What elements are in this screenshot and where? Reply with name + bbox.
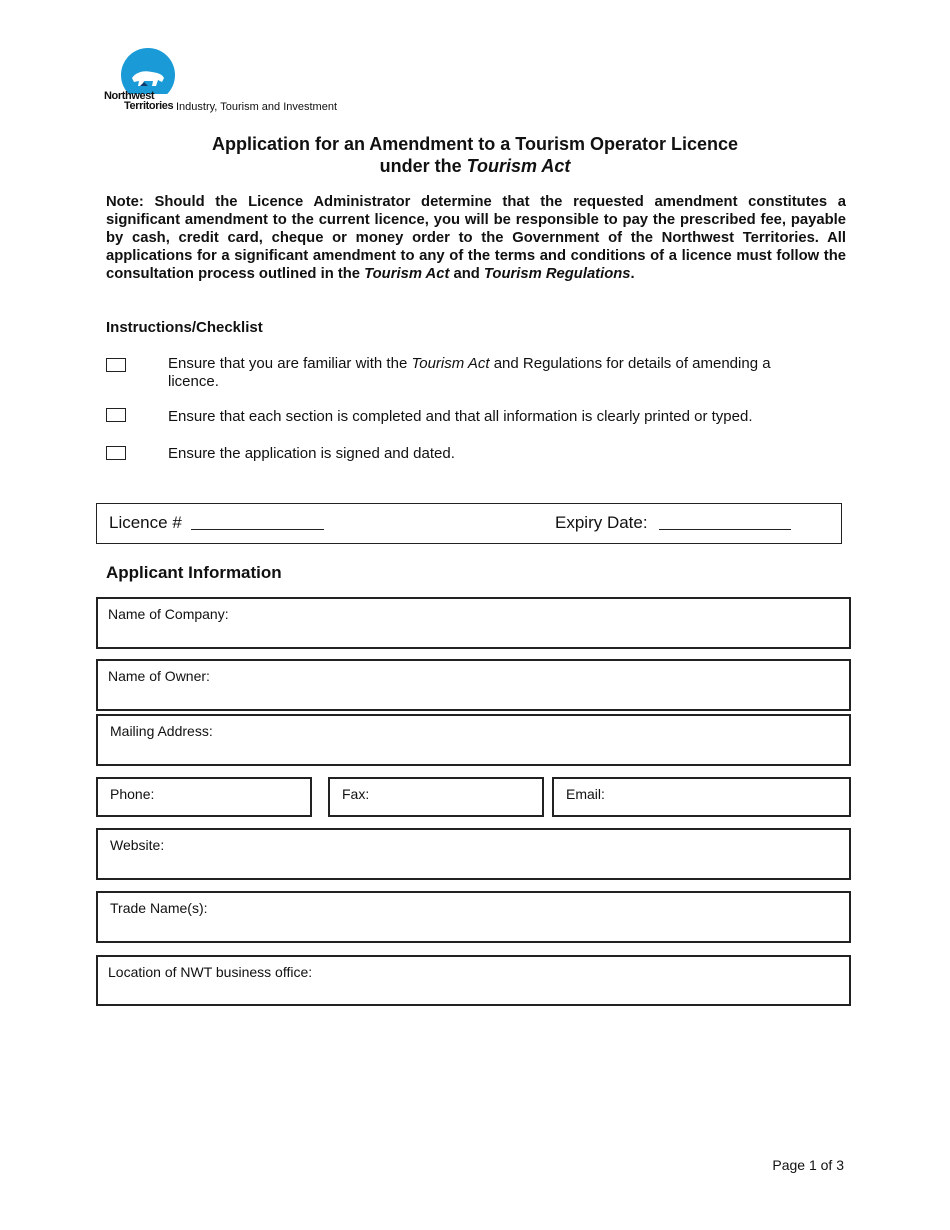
email-label: Email: (566, 786, 605, 802)
checklist-item-completed: Ensure that each section is completed and that all information is clearly printed or typed. (168, 408, 753, 425)
logo-text-territories: Territories (124, 100, 174, 112)
note-text-1: Note: Should the Licence Administrator determine that the requested amendment constitutes a significant amendment to the current licence, you will be responsible to pay the prescribed fee, payable by cash, credit card, cheque or money order to the Government of the Northwest Territories. All applications for a significant amendment to any of the terms and conditions of a licence must follow the consultation process outlined in the (106, 194, 846, 282)
phone-label: Phone: (110, 786, 155, 802)
trade-names-label: Trade Name(s): (110, 900, 208, 916)
fax-label: Fax: (342, 786, 370, 802)
department-name: Industry, Tourism and Investment (176, 101, 337, 113)
owner-name-label: Name of Owner: (108, 668, 210, 684)
item1-act: Tourism Act (411, 355, 490, 372)
company-name-label: Name of Company: (108, 606, 229, 622)
checklist-item-familiar (168, 355, 808, 391)
mailing-address-label: Mailing Address: (110, 723, 213, 739)
subtitle-act: Tourism Act (466, 156, 571, 176)
company-name-field[interactable] (96, 597, 851, 649)
note-text-2: and (449, 266, 484, 282)
email-field[interactable] (552, 777, 851, 817)
business-office-location-field[interactable] (96, 955, 851, 1006)
expiry-date-label: Expiry Date: (555, 513, 648, 532)
nwt-logo (104, 48, 344, 118)
form-title: Application for an Amendment to a Tourism Operator Licence (211, 134, 739, 154)
licence-box (96, 503, 842, 544)
checkbox-signed[interactable] (106, 446, 126, 460)
phone-field[interactable] (96, 777, 312, 817)
checklist-heading: Instructions/Checklist (106, 319, 263, 336)
logo-text-northwest: Northwest (104, 90, 155, 102)
note-end: . (630, 266, 635, 282)
applicant-heading: Applicant Information (106, 563, 282, 582)
business-office-location-label: Location of NWT business office: (108, 964, 313, 980)
expiry-date-input[interactable] (659, 529, 791, 530)
checklist-item-signed: Ensure the application is signed and dated. (168, 445, 455, 462)
checkbox-completed[interactable] (106, 408, 126, 422)
page-number: Page 1 of 3 (772, 1157, 844, 1173)
trade-names-field[interactable] (96, 891, 851, 943)
polar-bear-logo-icon (118, 48, 176, 94)
item1-suffix: and Regulations for details of amending a licence. (168, 355, 771, 390)
fee-note (106, 193, 846, 283)
licence-number-label: Licence # (109, 513, 182, 532)
fax-field[interactable] (328, 777, 544, 817)
note-act: Tourism Act (364, 266, 450, 282)
licence-number-input[interactable] (191, 529, 324, 530)
website-field[interactable] (96, 828, 851, 880)
form-subtitle (0, 156, 950, 177)
note-regulations: Tourism Regulations (483, 266, 631, 282)
item1-prefix: Ensure that you are familiar with the (168, 355, 412, 372)
subtitle-prefix: under the (379, 156, 467, 176)
owner-name-field[interactable] (96, 659, 851, 711)
checkbox-familiar[interactable] (106, 358, 126, 372)
mailing-address-field[interactable] (96, 714, 851, 766)
website-label: Website: (110, 837, 165, 853)
